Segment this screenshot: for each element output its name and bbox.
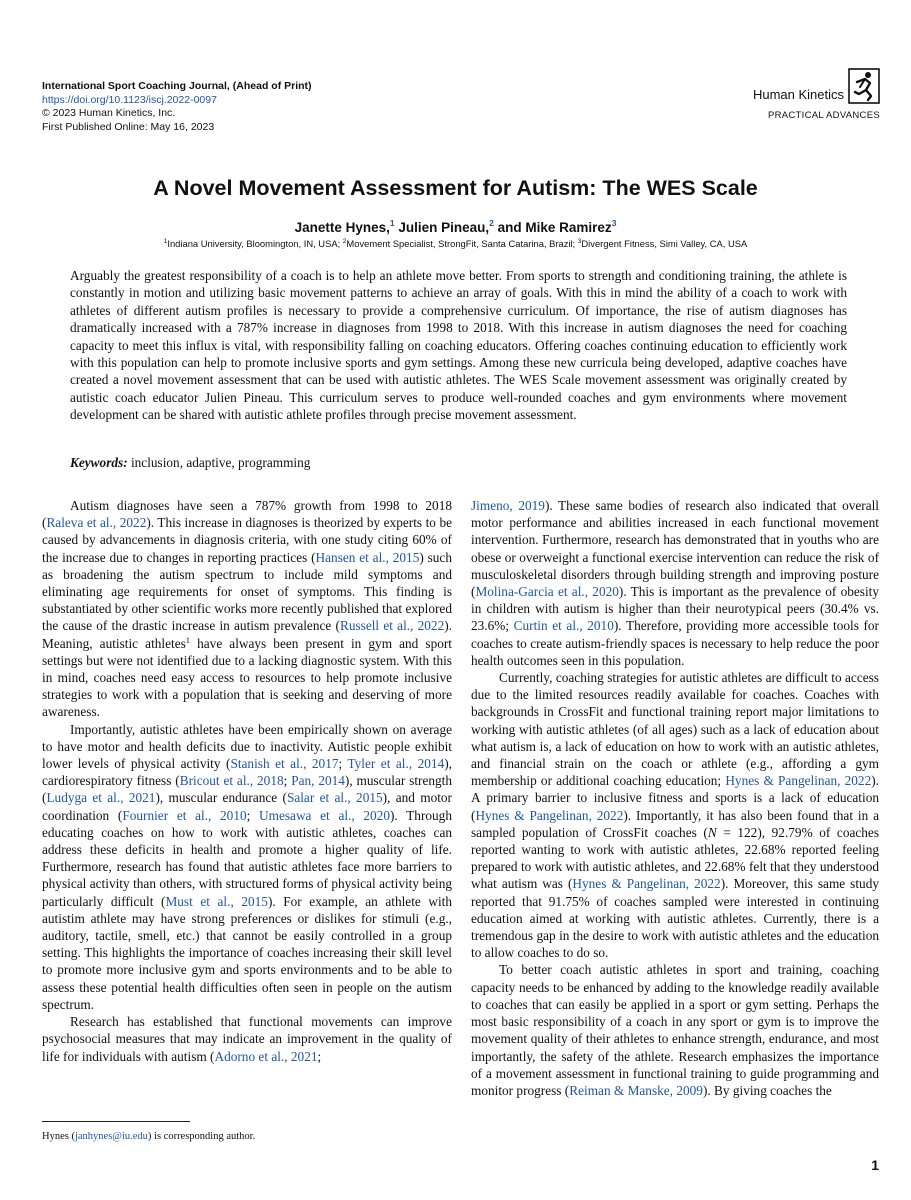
citation-link[interactable]: Russell et al., 2022 bbox=[339, 618, 445, 634]
page-number: 1 bbox=[871, 1157, 879, 1173]
body-column-right bbox=[471, 497, 879, 1099]
citation-link[interactable]: Reiman & Manske, 2009 bbox=[569, 1082, 703, 1098]
doi-link[interactable]: https://doi.org/10.1123/iscj.2022-0097 bbox=[42, 93, 217, 106]
journal-title: International Sport Coaching Journal, (Ahead of Print) bbox=[42, 80, 312, 92]
keywords bbox=[70, 455, 310, 471]
citation-link[interactable]: Must et al., 2015 bbox=[165, 893, 268, 909]
email-link[interactable]: janhynes@iu.edu bbox=[74, 1131, 148, 1142]
body-text: ), cardiorespiratory fitness ( bbox=[42, 756, 452, 789]
keywords-text: inclusion, adaptive, programming bbox=[127, 455, 311, 470]
body-text: ). For example, an athlete with autistim athlete may have strong preferences or dislikes for stimuli (e.g., auditory, tactile, smell, etc.) that cannot be easily controlled in a group setting. This highlights the importance of coaches increasing their skill level to promote more inclusive gym and sports environments and to be able to assess these potential health difficulties often seen in people on the autism spectrum. bbox=[42, 893, 452, 1012]
body-text: ). Meaning, autistic athletes bbox=[42, 618, 452, 651]
citation-link[interactable]: Jimeno, 2019 bbox=[471, 498, 545, 513]
body-paragraph bbox=[471, 961, 879, 1099]
body-text: ). A primary barrier to inclusive fitness and sports is a lack of education ( bbox=[471, 773, 879, 823]
body-text: ), muscular strength ( bbox=[42, 773, 452, 806]
author-name: Julien Pineau, bbox=[398, 220, 490, 235]
body-text: ). By giving coaches the bbox=[702, 1082, 832, 1098]
citation-link[interactable]: Fournier et al., 2010 bbox=[122, 807, 247, 823]
citation-link[interactable]: Tyler et al., 2014 bbox=[347, 756, 445, 772]
body-text: ). This is important as the prevalence of obesity in children with autism is higher than their neurotypical peers (30.4% vs. 23.6%; bbox=[471, 584, 879, 634]
affiliations: $^1$Indiana University, Bloomington, IN, USA; $^2$Movement Specialist, StrongFit, Santa Catarina, Brazil; $^3$Divergent Fitness, Simi Valley, CA, USA bbox=[163, 238, 748, 249]
body-text: N bbox=[707, 824, 717, 840]
citation-link[interactable]: Ludyga et al., 2021 bbox=[46, 790, 156, 806]
body-text: Currently, coaching strategies for autistic athletes are difficult to access due to the limited resources readily available for coaches. Coaches with backgrounds in CrossFit and functional training report major limitations to working with autistic athletes (of all ages) such as a lack of education about what autism is, a lack of education on how to work with an autistic athletes, and financial strain on the coach or athlete (e.g., affording a gym membership or additional coaching education; bbox=[471, 670, 879, 789]
body-text: ). Therefore, providing more accessible tools for coaches to create autism-friendly spaces is necessary to help reduce the poor health outcomes seen in this population. bbox=[471, 618, 879, 668]
author-name: and Mike Ramirez bbox=[497, 220, 612, 235]
published-date: First Published Online: May 16, 2023 bbox=[42, 120, 215, 133]
body-text: ) such as broadening the autism spectrum to include mild symptoms and eliminating age requirements for onset of symptoms. This finding is substantiated by other scientific works more recently published that explored the cause of the drastic increase in autism prevalence ( bbox=[42, 549, 452, 634]
publisher-brand bbox=[753, 68, 880, 121]
running-figure-icon bbox=[848, 68, 880, 104]
abstract: Arguably the greatest responsibility of a coach is to help an athlete move better. From sports to strength and conditioning training, the athlete is constantly in motion and utilizing basic movement patterns to achieve an array of goals. With this in mind the ability of a coach to work with athletes of different autism profiles is necessary to provide a comprehensive curriculum. Of importance, the rise of autism diagnoses has dramatically increased with a 787% increase in diagnoses from 1998 to 2018. With this increase in autism diagnoses the need for coaching capacity to meet this influx is vital, with responsibility falling on coaching educators. Offering coaches continuing education to efficiently work with this population can help to promote inclusive sports and gym settings. Among these new curricula being developed, adaptive coaches have created a novel movement assessment that can be used with autistic athletes. The WES Scale movement assessment was originally created by autistic coach educator Julien Pineau. This curriculum serves to produce well-rounded coaches and gym environments where movement development can be shared with autistic athlete profiles through precise movement assessment. bbox=[70, 268, 847, 423]
body-paragraph bbox=[42, 497, 452, 721]
citation-link[interactable]: Hynes & Pangelinan, 2022 bbox=[725, 773, 872, 789]
footnote-marker: 1 bbox=[185, 634, 191, 645]
keywords-label: Keywords: bbox=[70, 455, 128, 470]
body-text: ). Moreover, this same study reported that 91.75% of coaches sampled were interested in continuing education aimed at working with autistic athletes. Currently, there is a tremendous gap in the desire to work with autistic athletes and the education to allow coaches to do so. bbox=[471, 876, 879, 961]
body-column-left bbox=[42, 497, 452, 1065]
footnote-divider bbox=[42, 1121, 190, 1122]
body-text: Importantly, autistic athletes have been empirically shown on average to have motor and health deficits due to inactivity. Autistic people exhibit lower levels of physical activity ( bbox=[42, 721, 452, 772]
body-text: ; bbox=[246, 807, 260, 823]
publisher-name: Human Kinetics bbox=[752, 87, 844, 102]
citation-link[interactable]: Hynes & Pangelinan, 2022 bbox=[475, 807, 624, 823]
body-text: ), and motor coordination ( bbox=[42, 790, 452, 823]
author-name: Janette Hynes, bbox=[294, 220, 390, 235]
citation-link[interactable]: Bricout et al., 2018 bbox=[179, 773, 284, 789]
body-text: ), muscular endurance ( bbox=[155, 790, 287, 806]
footnote: Hynes (janhynes@iu.edu) is corresponding author. bbox=[42, 1131, 256, 1142]
copyright: © 2023 Human Kinetics, Inc. bbox=[42, 107, 176, 119]
citation-link[interactable]: Hansen et al., 2015 bbox=[315, 549, 420, 565]
body-paragraph bbox=[471, 669, 879, 961]
citation-link[interactable]: Adorno et al., 2021 bbox=[214, 1048, 318, 1064]
citation-link[interactable]: Salar et al., 2015 bbox=[286, 790, 383, 806]
body-text: ; bbox=[338, 756, 348, 772]
body-text: have always been present in gym and sport settings but were not identified due to a lacking diagnostic system. With this in mind, coaches need easy access to resources to help promote inclusive strategies to work with a population that is seeking and deserving of more awareness. bbox=[42, 635, 452, 720]
journal-header bbox=[42, 80, 312, 134]
citation-link[interactable]: Stanish et al., 2017 bbox=[230, 756, 339, 772]
body-text: = 122), 92.79% of coaches reported wanting to work with autistic athletes, 22.68% reported feeling prepared to work with autistic athletes, and 22.68% felt that they understood what autism was ( bbox=[471, 824, 879, 892]
body-text: Autism diagnoses have seen a 787% growth from 1998 to 2018 ( bbox=[42, 498, 452, 531]
citation-link[interactable]: Curtin et al., 2010 bbox=[513, 618, 614, 634]
body-text: ). Through educating coaches on how to work with autistic athletes, coaches can address these deficits in health and promote a higher quality of life. Furthermore, research has found that autistic athletes face more barriers to physical activity than others, with structured forms of physical activity being particularly difficult ( bbox=[42, 807, 452, 909]
body-text: Research has established that functional movements can improve psychosocial measures that may indicate an improvement in the quality of life for individuals with autism ( bbox=[42, 1014, 452, 1064]
citation-link[interactable]: Umesawa et al., 2020 bbox=[259, 807, 390, 823]
body-text: ; bbox=[317, 1048, 322, 1064]
paper-title: A Novel Movement Assessment for Autism: The WES Scale bbox=[153, 176, 758, 200]
body-paragraph bbox=[42, 721, 452, 1013]
body-text: ; bbox=[283, 773, 292, 789]
body-paragraph bbox=[42, 1013, 452, 1065]
citation-link[interactable]: Raleva et al., 2022 bbox=[46, 515, 147, 531]
citation-link[interactable]: Molina-Garcia et al., 2020 bbox=[475, 584, 619, 600]
citation-link[interactable]: Hynes & Pangelinan, 2022 bbox=[572, 876, 721, 892]
article-section: PRACTICAL ADVANCES bbox=[767, 110, 880, 121]
body-text: ). These same bodies of research also indicated that overall motor performance and abilities increased in each functional movement intervention. Furthermore, research has demonstrated that in youths who are obese or overweight a functional exercise intervention can reduce the risk of musculoskeletal disorders through building strength and improving posture ( bbox=[471, 498, 879, 600]
citation-link[interactable]: Pan, 2014 bbox=[291, 773, 345, 789]
body-paragraph bbox=[471, 497, 879, 669]
author-list: Janette Hynes,$^1$ Julien Pineau,$^2$ and Mike Ramirez$^3$ bbox=[294, 218, 617, 235]
body-text: ). This increase in diagnoses is theorized by experts to be caused by advancements in diagnosis criteria, with one study citing 60% of the increase due to changes in reporting practices ( bbox=[42, 515, 452, 565]
body-text: ). Importantly, it has also been found that in a sampled population of CrossFit coaches ( bbox=[471, 807, 879, 840]
body-text: To better coach autistic athletes in sport and training, coaching capacity needs to be enhanced by adding to the knowledge readily available to coaches that can easily be applied in a sport or gym setting. Perhaps the most basic responsibility of a coach in any sport or gym is to improve the movement quality of their athletes to enhance strength, endurance, and most importantly, the safety of the athlete. Research emphasizes the importance of a movement assessment in functional training to guide programming and monitor progress ( bbox=[471, 962, 879, 1098]
